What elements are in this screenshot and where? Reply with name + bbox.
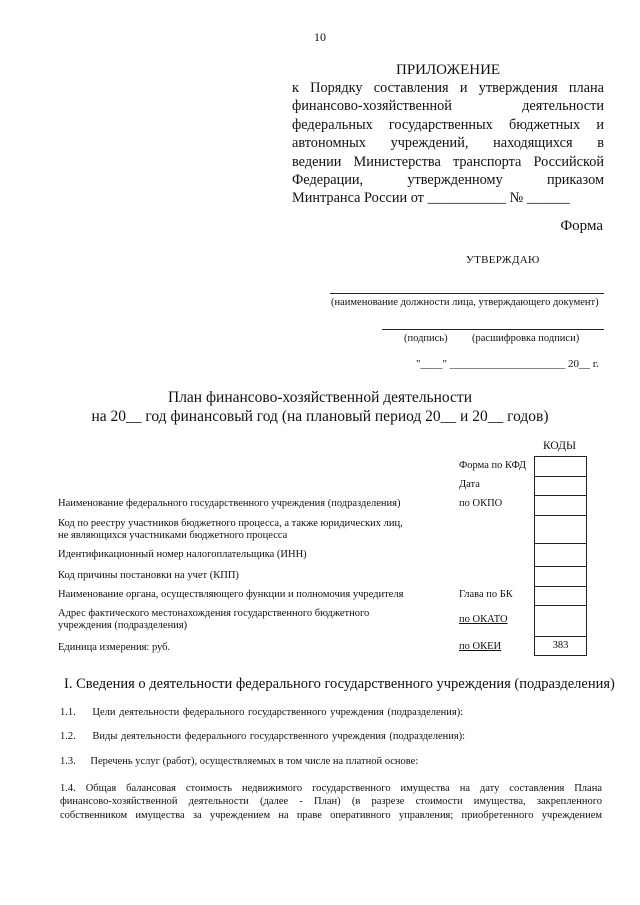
paragraph-1-1 <box>60 707 463 718</box>
row-label-registry: Код по реестру участников бюджетного процесса, а также юридических лиц, <box>58 518 403 529</box>
row-label-registry-2: не являющихся участниками бюджетного процесса <box>58 530 288 541</box>
paragraph-number: 1.1. <box>60 707 76 718</box>
signature-caption: (подпись) <box>404 333 448 344</box>
paragraph-1-3 <box>60 756 418 767</box>
code-label-kfd: Форма по КФД <box>459 460 527 471</box>
code-box-inn <box>534 543 587 567</box>
code-box-okpo <box>534 495 587 516</box>
plan-title <box>0 388 640 426</box>
code-box-kfd <box>534 456 587 477</box>
code-box-kpp <box>534 566 587 587</box>
appendix-line: автономных учреждений, находящихся в <box>292 135 604 152</box>
position-caption: (наименование должности лица, утверждающего документ) <box>331 297 599 308</box>
row-label-address-2: учреждения (подразделения) <box>58 620 188 631</box>
code-label-okato: по ОКАТО <box>459 614 508 625</box>
appendix-line: ведении Министерства транспорта Российской <box>292 153 604 170</box>
plan-title-line1: План финансово-хозяйственной деятельности <box>168 389 472 406</box>
section-title: I. Сведения о деятельности федерального государственного учреждения (подразделения) <box>64 676 615 692</box>
paragraph-text: Виды деятельности федерального государственного учреждения (подразделения): <box>92 731 466 742</box>
code-box-registry <box>534 515 587 544</box>
approval-date: "____" _____________________ 20__ г. <box>416 358 599 370</box>
code-label-bk: Глава по БК <box>459 589 513 600</box>
appendix-line: финансово-хозяйственной деятельности <box>292 98 604 115</box>
appendix-line: к Порядку составления и утверждения плана <box>292 80 604 96</box>
paragraph-text: Цели деятельности федерального государственного учреждения (подразделения): <box>92 707 464 718</box>
row-label-kpp: Код причины постановки на учет (КПП) <box>58 570 239 581</box>
code-box-date <box>534 476 587 496</box>
code-box-okei: 383 <box>534 636 587 656</box>
appendix-line: Федерации, утвержденному приказом <box>292 172 604 189</box>
row-label-unit: Единица измерения: руб. <box>58 642 171 653</box>
code-box-okato <box>534 605 587 637</box>
paragraph-text: Перечень услуг (работ), осуществляемых в том числе на платной основе: <box>90 756 419 767</box>
appendix-title: ПРИЛОЖЕНИЕ <box>396 62 501 78</box>
paragraph-number: 1.2. <box>60 731 76 742</box>
paragraph-line: финансово-хозяйственной деятельности (далее - План) (в разрезе стоимости имущества, закрепленного <box>60 796 602 808</box>
paragraph-1-2 <box>60 731 465 742</box>
row-label-institution: Наименование федерального государственного учреждения (подразделения) <box>58 498 401 509</box>
approval-heading: УТВЕРЖДАЮ <box>466 254 540 266</box>
code-box-bk <box>534 586 587 606</box>
paragraph-number: 1.3. <box>60 756 76 767</box>
signature-line <box>382 329 604 330</box>
paragraph-line: 1.4. Общая балансовая стоимость недвижимого государственного имущества на дату составления Плана <box>60 783 602 794</box>
decoding-caption: (расшифровка подписи) <box>472 333 580 344</box>
plan-title-line2: на 20__ год финансовый год (на плановый период 20__ и 20__ годов) <box>91 408 549 425</box>
code-label-okpo: по ОКПО <box>459 498 503 509</box>
codes-header: КОДЫ <box>543 440 576 452</box>
row-label-inn: Идентификационный номер налогоплательщика (ИНН) <box>58 549 307 560</box>
paragraph-line: собственником имущества за учреждением на праве оперативного управления; приобретенного учреждением <box>60 809 602 821</box>
position-line <box>330 293 604 294</box>
paragraph-1-4 <box>60 782 602 822</box>
code-label-date: Дата <box>459 479 480 490</box>
row-label-founder: Наименование органа, осуществляющего функции и полномочия учредителя <box>58 589 404 600</box>
page-number: 10 <box>314 30 326 44</box>
row-label-address: Адрес фактического местонахождения государственного бюджетного <box>58 608 370 619</box>
code-label-okei: по ОКЕИ <box>459 641 502 652</box>
form-label: Форма <box>560 218 603 234</box>
appendix-line: Минтранса России от ___________ № ______ <box>292 190 570 207</box>
appendix-line: федеральных государственных бюджетных и <box>292 116 604 133</box>
appendix-text <box>292 79 604 208</box>
